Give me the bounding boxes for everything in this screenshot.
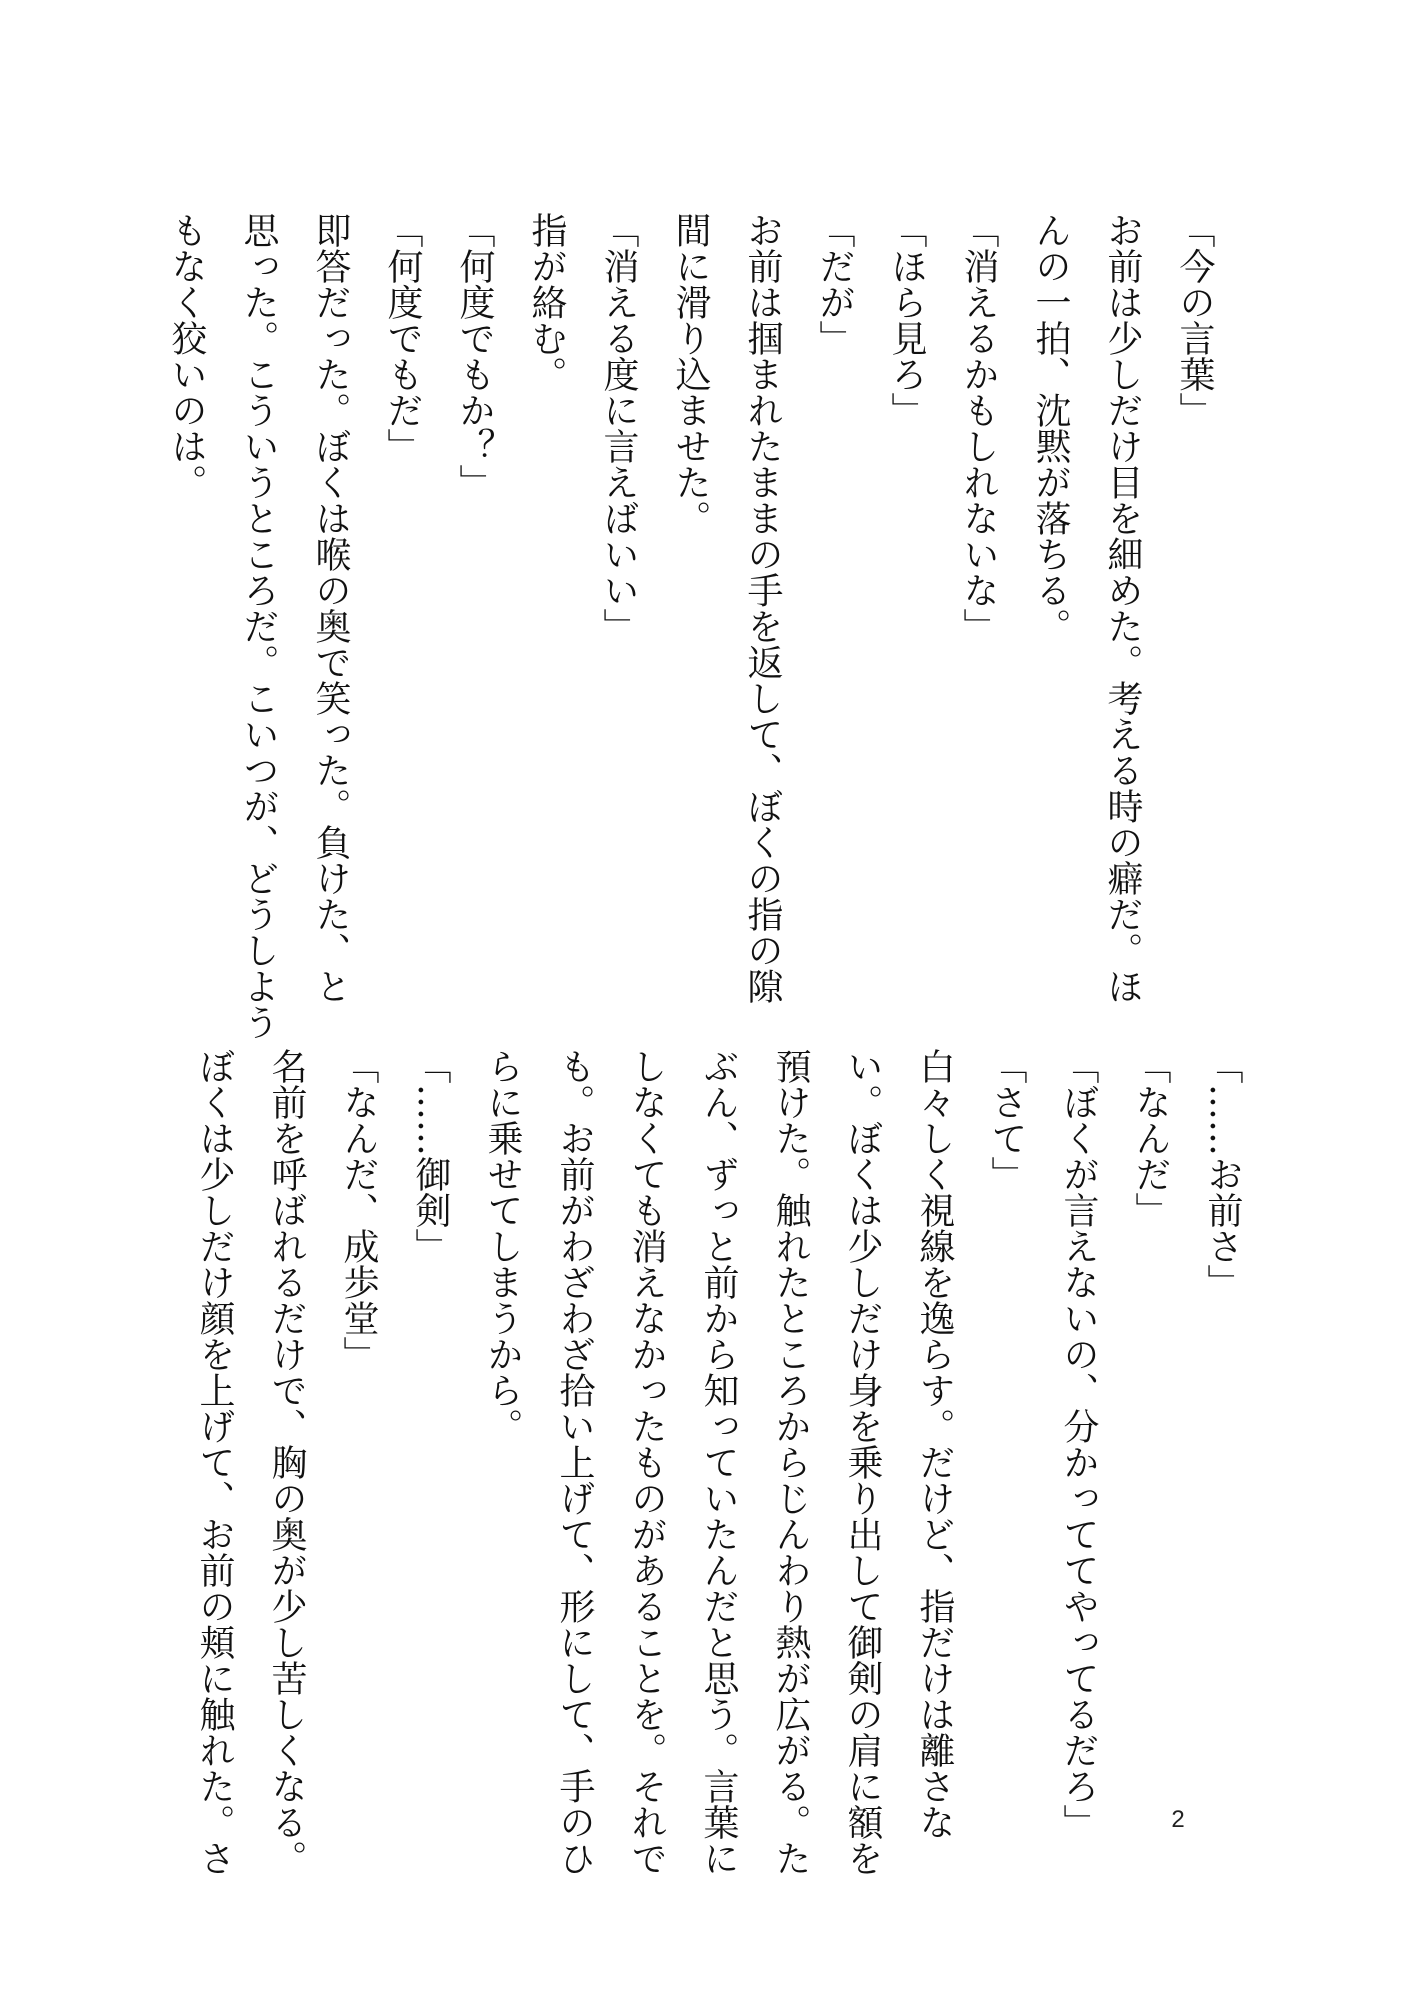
- text-line: ぼくは少しだけ顔を上げて、お前の頬に触れた。さ: [194, 1048, 235, 1876]
- text-line: 「消えるかもしれないな」: [958, 212, 999, 644]
- text-line: 「ぼくが言えないの、分かっててやってるだろ」: [1058, 1048, 1099, 1840]
- text-line: もなく狡いのは。: [166, 212, 207, 500]
- text-line: 「……御剣」: [410, 1048, 451, 1264]
- text-line: 「さて」: [986, 1048, 1027, 1192]
- text-line: 「消える度に言えばいい」: [598, 212, 639, 644]
- text-line: 「ほら見ろ」: [886, 212, 927, 428]
- text-line: い。ぼくは少しだけ身を乗り出して御剣の肩に額を: [842, 1048, 883, 1876]
- text-line: らに乗せてしまうから。: [482, 1048, 523, 1444]
- text-line: 「何度でもだ」: [382, 212, 423, 464]
- text-line: お前は掴まれたままの手を返して、ぼくの指の隙: [742, 212, 783, 1004]
- text-line: 「……お前さ」: [1202, 1048, 1243, 1300]
- text-line: 「今の言葉」: [1174, 212, 1215, 428]
- text-line: 名前を呼ばれるだけで、胸の奥が少し苦しくなる。: [266, 1048, 307, 1876]
- text-line: 「なんだ、成歩堂」: [338, 1048, 379, 1372]
- text-line: 間に滑り込ませた。: [670, 212, 711, 536]
- page-number: 2: [1171, 1806, 1185, 1833]
- text-line: 「何度でもか？」: [454, 212, 495, 500]
- text-line: 「だが」: [814, 212, 855, 356]
- text-line: 「なんだ」: [1130, 1048, 1171, 1228]
- text-line: も。お前がわざわざ拾い上げて、形にして、手のひ: [554, 1048, 595, 1876]
- text-line: 即答だった。ぼくは喉の奥で笑った。負けた、と: [310, 212, 351, 1004]
- text-line: ぶん、ずっと前から知っていたんだと思う。言葉に: [698, 1048, 739, 1876]
- text-line: 指が絡む。: [526, 212, 567, 392]
- text-line: 思った。こういうところだ。こいつが、どうしよう: [238, 212, 279, 1040]
- text-block-top: [150, 212, 1230, 1040]
- text-block-bottom: [178, 1048, 1258, 1876]
- text-line: お前は少しだけ目を細めた。考える時の癖だ。ほ: [1102, 212, 1143, 1004]
- text-line: 白々しく視線を逸らす。だけど、指だけは離さな: [914, 1048, 955, 1840]
- text-line: しなくても消えなかったものがあることを。それで: [626, 1048, 667, 1876]
- text-line: んの一拍、沈黙が落ちる。: [1030, 212, 1071, 644]
- text-line: 預けた。触れたところからじんわり熱が広がる。た: [770, 1048, 811, 1876]
